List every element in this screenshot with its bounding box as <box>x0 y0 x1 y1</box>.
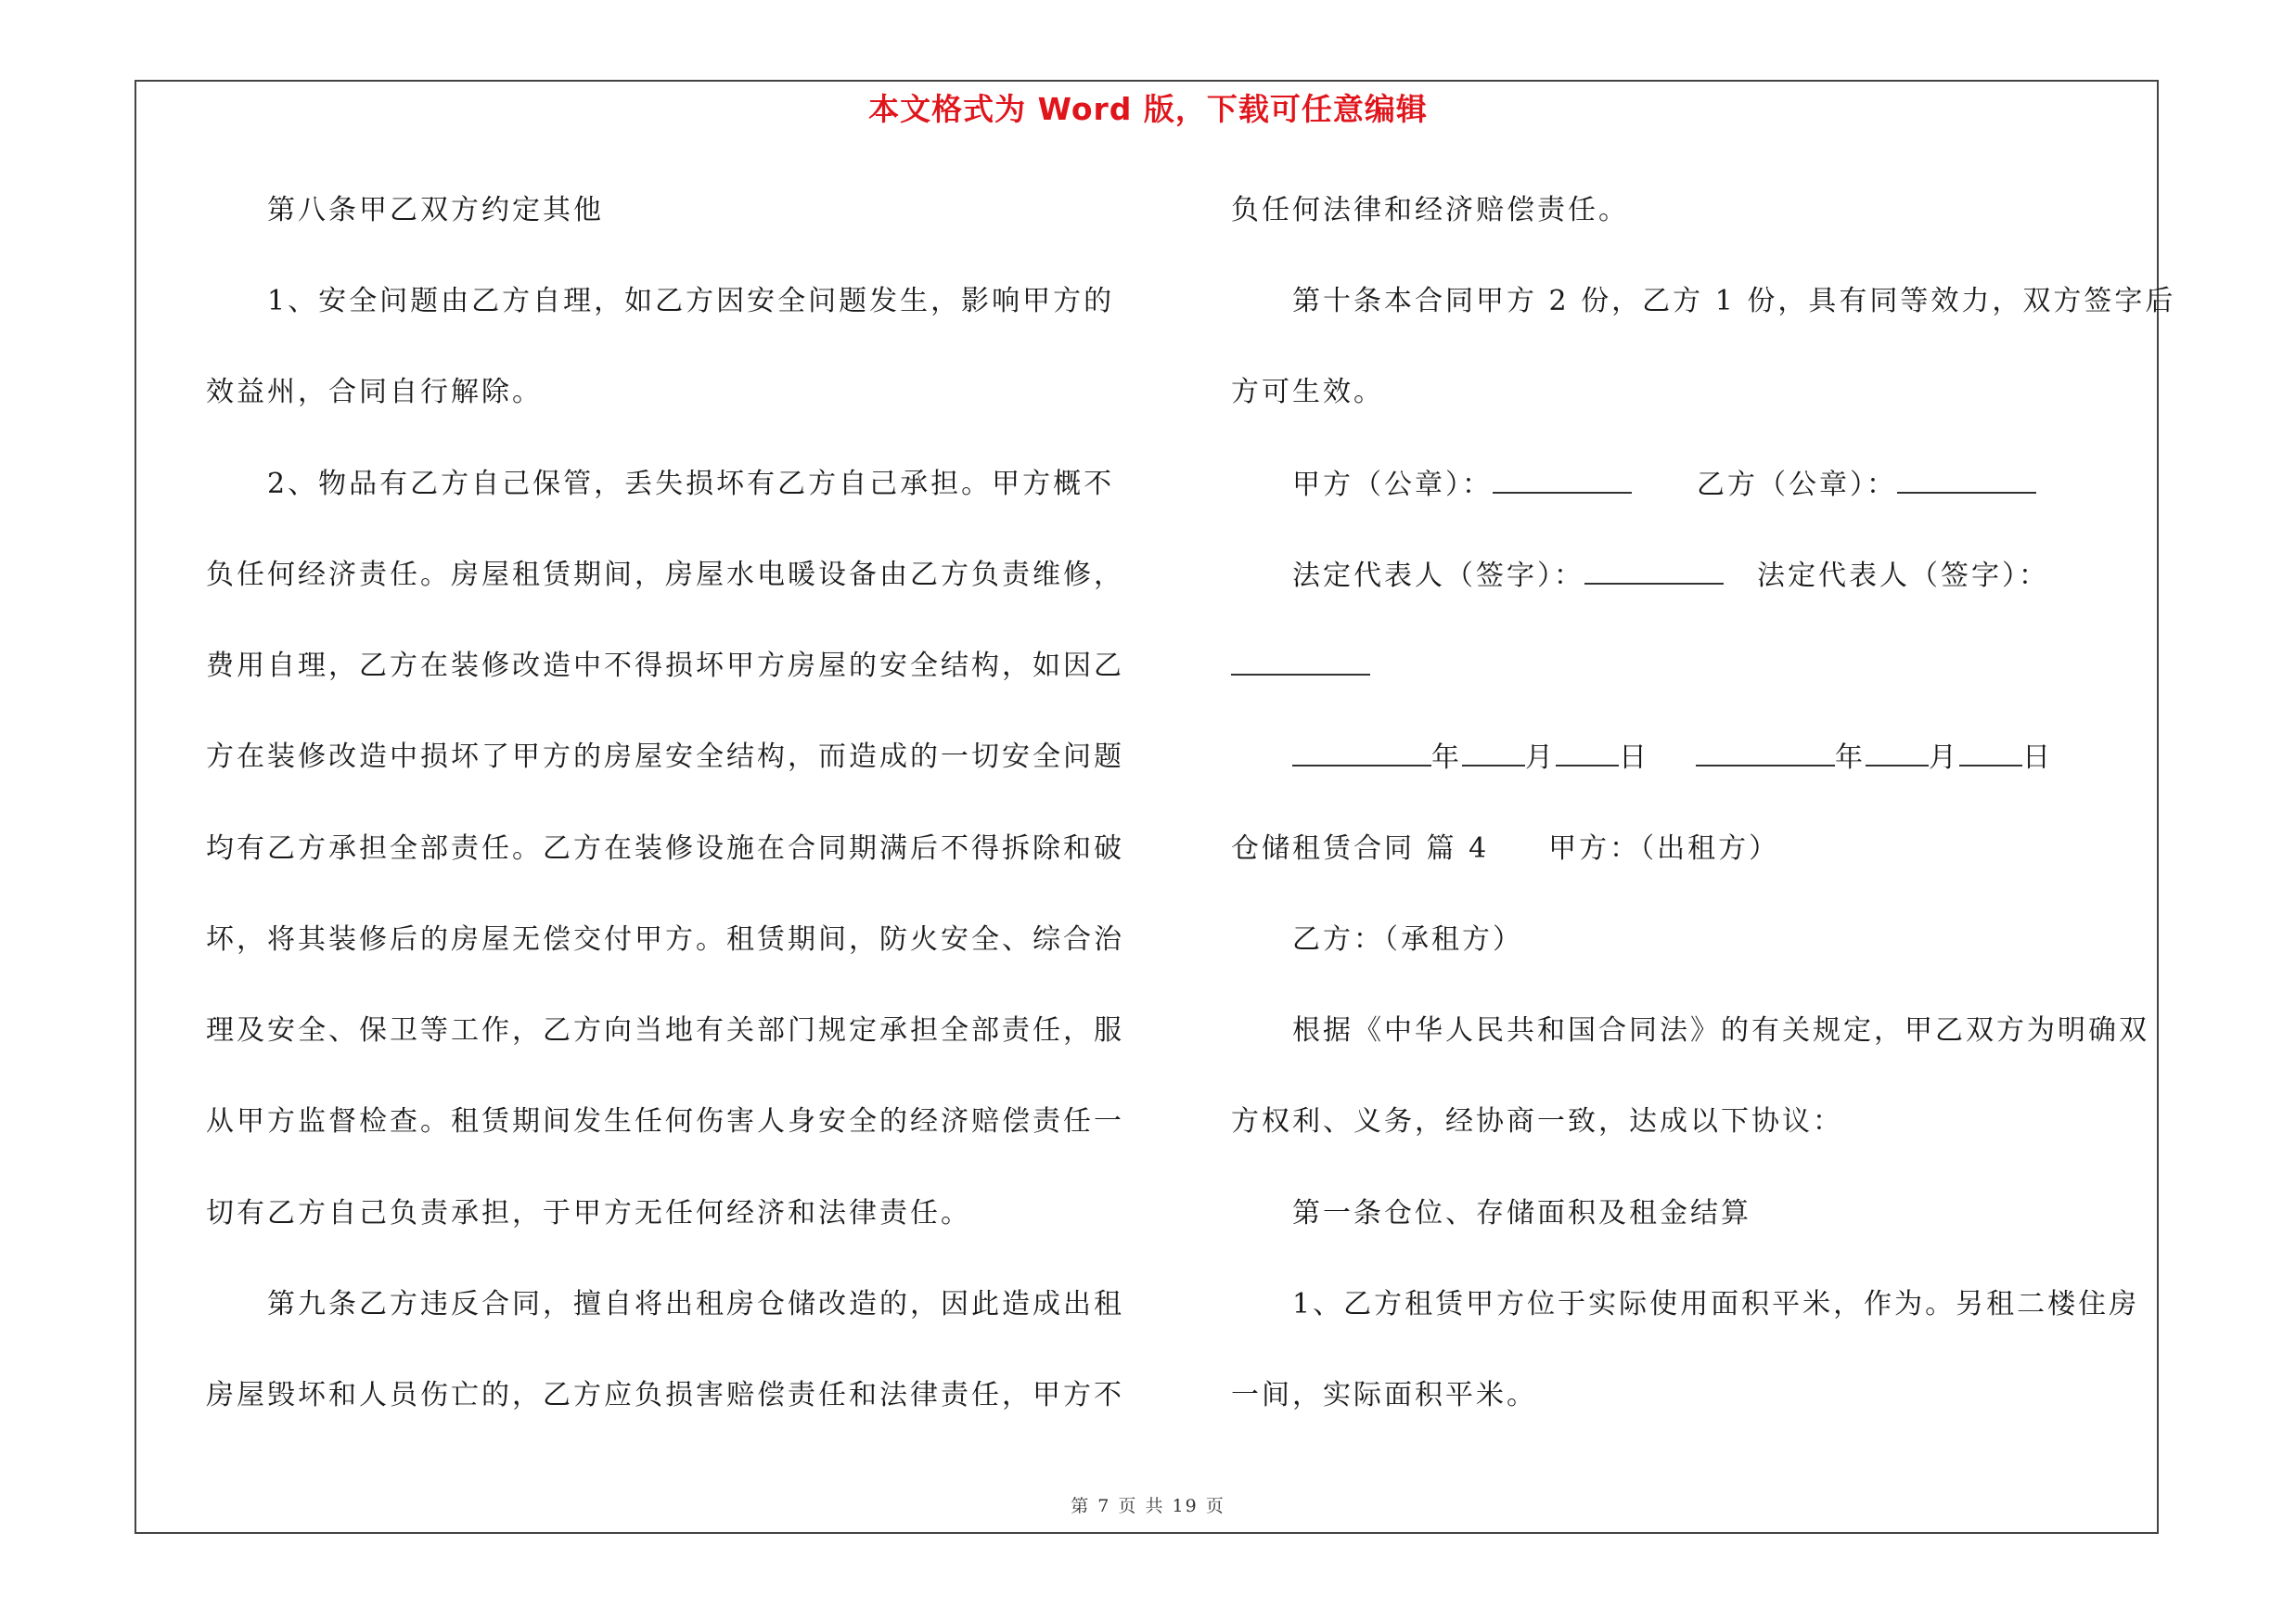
party-a-seal-label: 甲方（公章）： <box>1292 469 1493 501</box>
text-line: 效益州，合同自行解除。 <box>206 376 543 408</box>
text-line: 根据《中华人民共和国合同法》的有关规定，甲乙双方为明确双 <box>1292 1014 2149 1047</box>
party-a-seal-blank <box>1493 466 1632 494</box>
date-a-year-blank <box>1292 739 1431 766</box>
date-a-day-blank <box>1556 739 1619 766</box>
edit-notice-banner: 本文格式为 Word 版，下载可任意编辑 <box>868 91 1428 127</box>
text-line: 理及安全、保卫等工作，乙方向当地有关部门规定承担全部责任，服 <box>206 1014 1124 1047</box>
date-row <box>1292 739 2053 777</box>
day-label: 日 <box>1619 741 1649 774</box>
text-line: 切有乙方自己负责承担，于甲方无任何经济和法律责任。 <box>206 1197 971 1230</box>
text-line: 方可生效。 <box>1231 376 1384 408</box>
article-1-heading: 第一条仓位、存储面积及租金结算 <box>1292 1197 1751 1230</box>
day-label: 日 <box>2022 741 2053 774</box>
text-line: 1、安全问题由乙方自理，如乙方因安全问题发生，影响甲方的 <box>267 285 1115 317</box>
date-a-month-blank <box>1462 739 1525 766</box>
text-line: 2、物品有乙方自己保管，丢失损坏有乙方自己承担。甲方概不 <box>267 468 1115 500</box>
date-b-day-blank <box>1959 739 2022 766</box>
text-line: 1、乙方租赁甲方位于实际使用面积平米，作为。另租二楼住房 <box>1292 1288 2140 1320</box>
month-label: 月 <box>1929 741 1959 774</box>
seal-signature-row <box>1292 466 2036 504</box>
lessor-label: 甲方：（出租方） <box>1548 832 1780 865</box>
text-line: 负任何法律和经济赔偿责任。 <box>1231 194 1629 226</box>
article-8-heading: 第八条甲乙双方约定其他 <box>267 194 604 226</box>
text-line: 负任何经济责任。房屋租赁期间，房屋水电暖设备由乙方负责维修， <box>206 559 1124 591</box>
text-line: 方权利、义务，经协商一致，达成以下协议： <box>1231 1105 1843 1138</box>
party-b-rep-blank-row <box>1231 648 1370 686</box>
text-line: 坏，将其装修后的房屋无偿交付甲方。租赁期间，防火安全、综合治 <box>206 923 1124 956</box>
party-a-rep-label: 法定代表人（签字）： <box>1292 560 1584 592</box>
lessee-label: 乙方：（承租方） <box>1292 923 1523 956</box>
party-b-rep-blank <box>1231 648 1370 676</box>
party-b-rep-label: 法定代表人（签字）： <box>1757 560 2049 592</box>
text-line: 费用自理，乙方在装修改造中不得损坏甲方房屋的安全结构，如因乙 <box>206 650 1124 682</box>
text-line: 均有乙方承担全部责任。乙方在装修设施在合同期满后不得拆除和破 <box>206 832 1124 865</box>
article-9-line: 第九条乙方违反合同，擅自将出租房仓储改造的，因此造成出租 <box>267 1288 1124 1320</box>
text-line: 一间，实际面积平米。 <box>1231 1379 1537 1411</box>
article-10-line: 第十条本合同甲方 2 份，乙方 1 份，具有同等效力，双方签字后 <box>1292 285 2176 317</box>
month-label: 月 <box>1525 741 1556 774</box>
party-b-seal-blank <box>1897 466 2036 494</box>
text-line: 房屋毁坏和人员伤亡的，乙方应负损害赔偿责任和法律责任，甲方不 <box>206 1379 1124 1411</box>
page-number: 第 7 页 共 19 页 <box>1071 1496 1225 1516</box>
party-b-seal-label: 乙方（公章）： <box>1697 469 1897 501</box>
party-a-rep-blank <box>1584 557 1724 585</box>
year-label: 年 <box>1835 741 1866 774</box>
contract-4-heading-row <box>1231 831 1779 868</box>
text-line: 从甲方监督检查。租赁期间发生任何伤害人身安全的经济赔偿责任一 <box>206 1105 1124 1138</box>
representative-signature-row <box>1292 557 2049 595</box>
contract-title: 仓储租赁合同 篇 4 <box>1231 832 1490 865</box>
date-b-month-blank <box>1866 739 1929 766</box>
date-b-year-blank <box>1696 739 1835 766</box>
text-line: 方在装修改造中损坏了甲方的房屋安全结构，而造成的一切安全问题 <box>206 741 1124 773</box>
year-label: 年 <box>1431 741 1462 774</box>
